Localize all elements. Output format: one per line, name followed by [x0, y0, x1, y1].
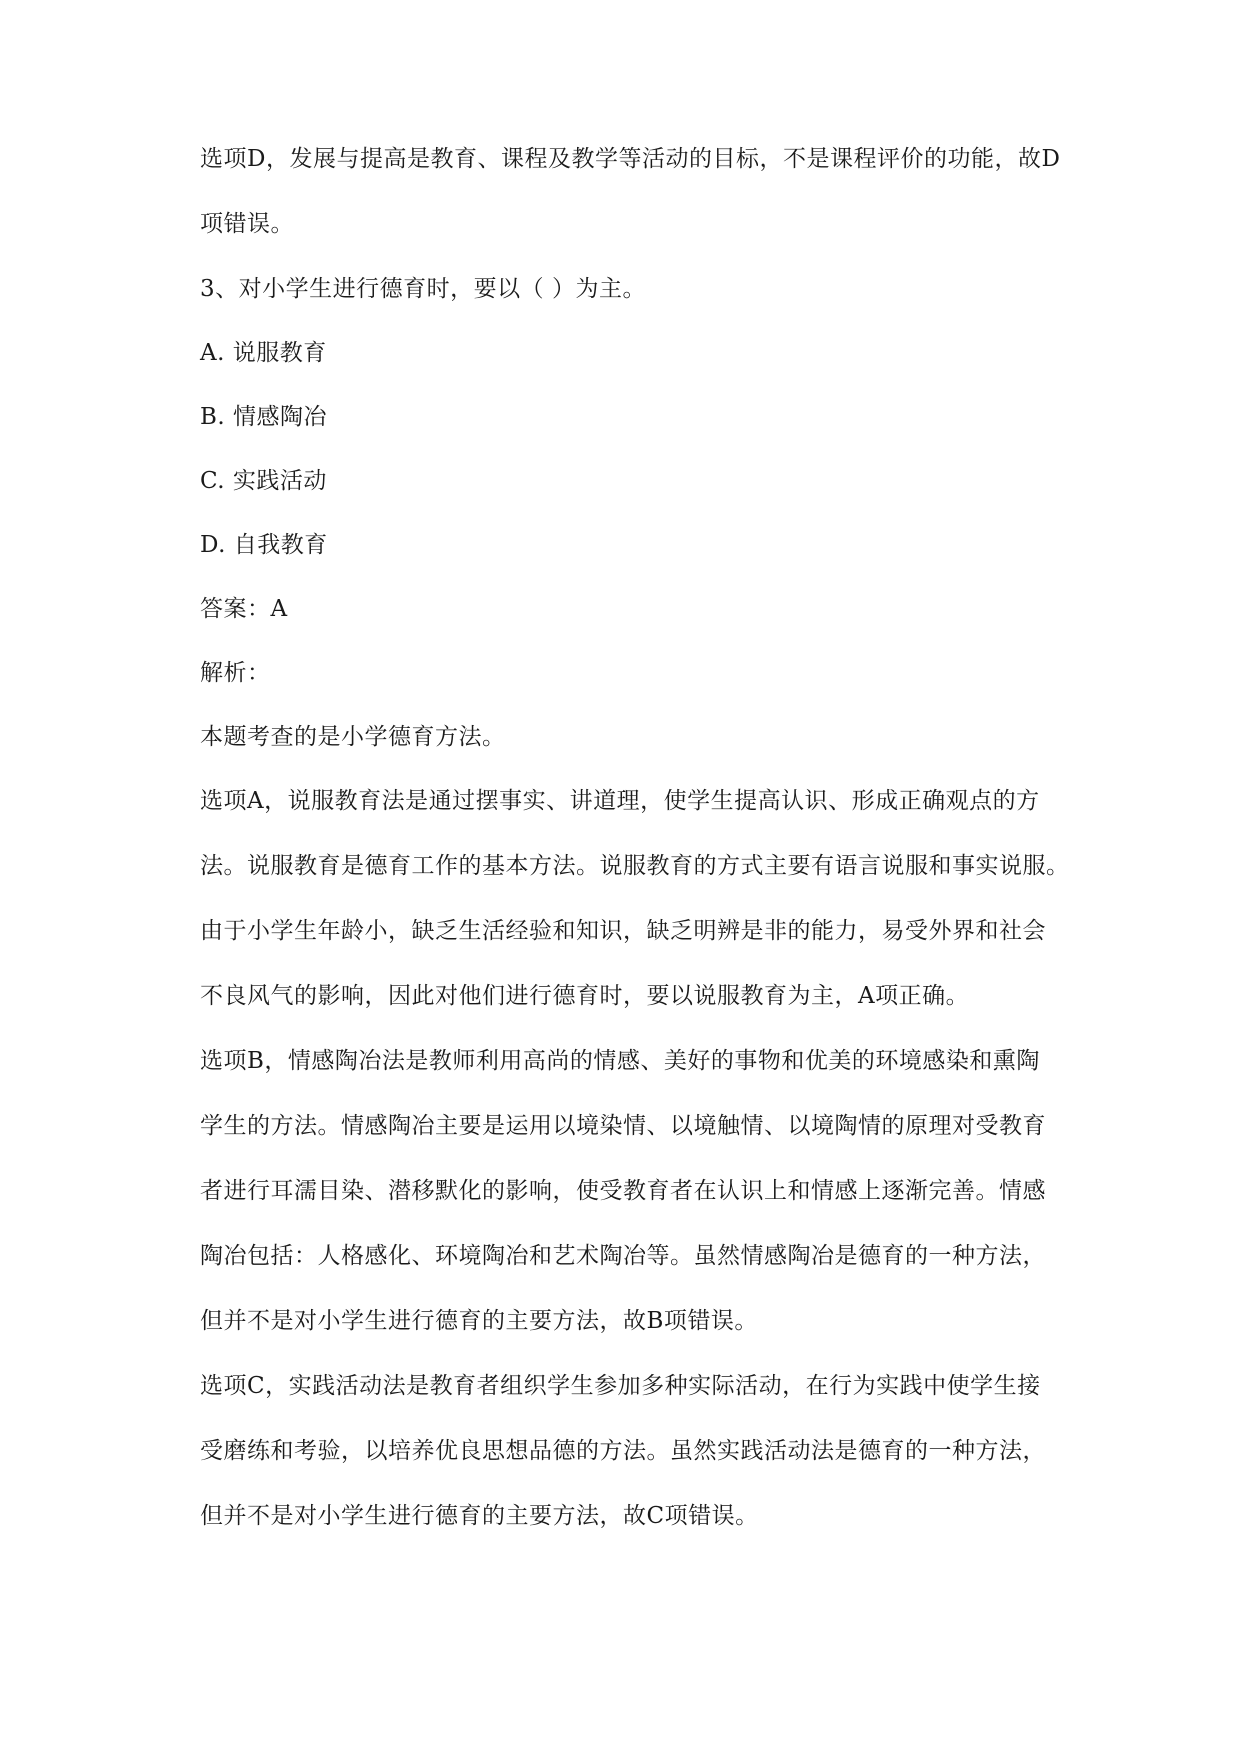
- text-line: 项错误。: [200, 211, 294, 237]
- text-line: 学生的方法。情感陶冶主要是运用以境染情、以境触情、以境陶情的原理对受教育: [200, 1113, 1046, 1139]
- choice-c: C. 实践活动: [200, 468, 327, 494]
- choice-d: D. 自我教育: [200, 532, 328, 558]
- choice-b: B. 情感陶冶: [200, 404, 328, 430]
- paragraph-option-a-analysis: [200, 787, 1100, 1047]
- analysis-intro: 本题考查的是小学德育方法。: [200, 724, 506, 750]
- text-line: 不良风气的影响，因此对他们进行德育时，要以说服教育为主，A项正确。: [200, 983, 970, 1009]
- answer-line: 答案：A: [200, 596, 288, 622]
- text-line: 选项A，说服教育法是通过摆事实、讲道理，使学生提高认识、形成正确观点的方: [200, 788, 1040, 814]
- text-line: 选项B，情感陶冶法是教师利用高尚的情感、美好的事物和优美的环境感染和熏陶: [200, 1048, 1040, 1074]
- text-line: 但并不是对小学生进行德育的主要方法，故B项错误。: [200, 1308, 758, 1334]
- text-line: 选项C，实践活动法是教育者组织学生参加多种实际活动，在行为实践中使学生接: [200, 1373, 1041, 1399]
- paragraph-option-c-analysis: [200, 1372, 1100, 1567]
- paragraph-option-b-analysis: [200, 1047, 1100, 1372]
- text-line: 法。说服教育是德育工作的基本方法。说服教育的方式主要有语言说服和事实说服。: [200, 853, 1070, 879]
- text-line: 由于小学生年龄小，缺乏生活经验和知识，缺乏明辨是非的能力，易受外界和社会: [200, 918, 1046, 944]
- text-line: 受磨练和考验，以培养优良思想品德的方法。虽然实践活动法是德育的一种方法，: [200, 1438, 1046, 1464]
- text-line: 陶冶包括：人格感化、环境陶冶和艺术陶冶等。虽然情感陶冶是德育的一种方法，: [200, 1243, 1046, 1269]
- paragraph-option-d-explanation: [200, 145, 1100, 275]
- analysis-heading: 解析：: [200, 660, 271, 686]
- text-line: 但并不是对小学生进行德育的主要方法，故C项错误。: [200, 1503, 759, 1529]
- choice-a: A. 说服教育: [200, 340, 327, 366]
- text-line: 者进行耳濡目染、潜移默化的影响，使受教育者在认识上和情感上逐渐完善。情感: [200, 1178, 1046, 1204]
- text-line: 选项D，发展与提高是教育、课程及教学等活动的目标，不是课程评价的功能，故D: [200, 146, 1061, 172]
- question-3-stem: 3、对小学生进行德育时，要以（ ）为主。: [200, 276, 646, 302]
- document-page: [200, 145, 1100, 1567]
